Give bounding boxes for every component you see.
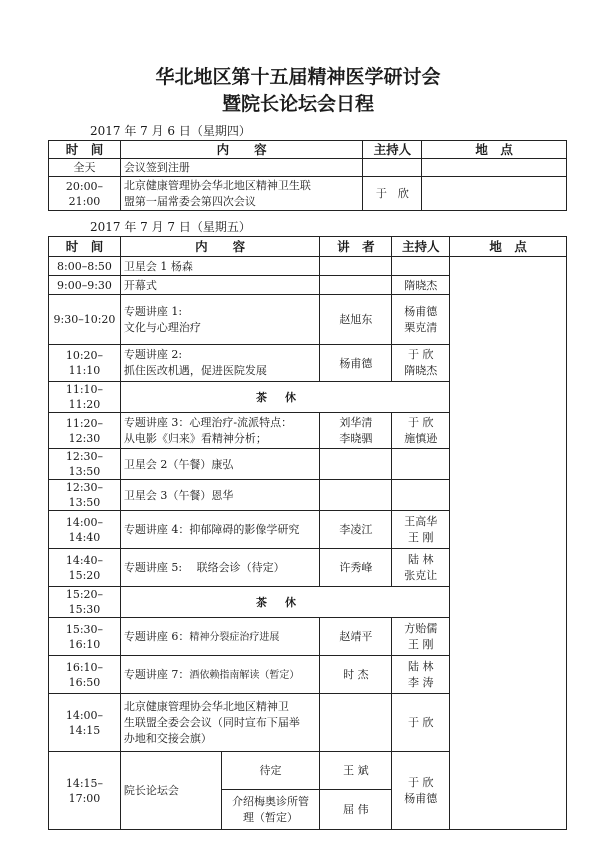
content-line: 办地和交接会旗）: [123, 731, 212, 745]
forum-topic-cell: [221, 790, 320, 830]
speaker-cell: 许秀峰: [320, 549, 392, 587]
table-header-row: [49, 141, 567, 159]
content-cell: [120, 618, 320, 656]
table-row: [49, 159, 567, 177]
table-row: [49, 257, 567, 276]
host-cell: 隋晓杰: [392, 276, 450, 295]
content-line: 生联盟全委会会议（同时宣布下届举: [123, 715, 300, 729]
speaker-cell: 时 杰: [320, 656, 392, 694]
host-cell: [392, 413, 450, 449]
content-line: 北京健康管理协会华北地区精神卫: [123, 699, 289, 713]
time-cell: 15:30–16:10: [49, 618, 121, 656]
time-cell: 10:20–11:10: [49, 345, 121, 382]
speaker-cell: 赵靖平: [320, 618, 392, 656]
table-header-row: [49, 237, 567, 257]
content-cell: 开幕式: [120, 276, 320, 295]
host-line: 陆 林: [408, 659, 434, 673]
speaker-cell: [320, 276, 392, 295]
time-cell: 9:00–9:30: [49, 276, 121, 295]
content-cell: [120, 177, 362, 211]
speaker-cell: 屈 伟: [320, 790, 392, 830]
host-cell: [392, 295, 450, 345]
host-cell: [392, 480, 450, 511]
time-cell: 15:20–15:30: [49, 587, 121, 618]
time-cell: 9:30–10:20: [49, 295, 121, 345]
header-speaker: 讲 者: [320, 237, 392, 257]
host-line: 张克让: [404, 568, 438, 582]
content-cell: 卫星会 2（午餐）康弘: [120, 449, 320, 480]
content-line: 从电影《归来》看精神分析；: [123, 431, 267, 445]
content-cell: 会议签到注册: [120, 159, 362, 177]
content-line: 北京健康管理协会华北地区精神卫生联: [123, 178, 311, 192]
host-cell: [392, 257, 450, 276]
host-cell: [392, 345, 450, 382]
time-cell: 全天: [49, 159, 121, 177]
time-cell: 14:40–15:20: [49, 549, 121, 587]
lecture-topic: 精神分裂症治疗进展: [189, 631, 280, 643]
topic-line: 介绍梅奥诊所管: [232, 794, 310, 808]
speaker-cell: [320, 480, 392, 511]
content-cell: 院长论坛会: [120, 752, 221, 830]
time-cell: 20:00–21:00: [49, 177, 121, 211]
speaker-line: 李晓驷: [339, 431, 373, 445]
content-line: 专题讲座 2:: [123, 348, 183, 361]
host-line: 杨甫德: [404, 791, 438, 805]
content-cell: [120, 413, 320, 449]
host-line: 于 欣: [408, 775, 434, 789]
speaker-cell: 赵旭东: [320, 295, 392, 345]
time-cell: 14:15–17:00: [49, 752, 121, 830]
content-cell: [120, 694, 320, 752]
day2-schedule-table: [48, 236, 567, 830]
day1-schedule-table: [48, 140, 567, 211]
speaker-cell: 李凌江: [320, 511, 392, 549]
host-cell: 于 欣: [363, 177, 422, 211]
content-line: 专题讲座 1:: [123, 304, 183, 318]
topic-line: 理（暂定）: [243, 810, 299, 824]
host-cell: [392, 549, 450, 587]
host-cell: 于 欣: [392, 694, 450, 752]
speaker-cell: [320, 257, 392, 276]
tea-break-cell: 茶休: [120, 382, 449, 413]
time-cell: 12:30–13:50: [49, 480, 121, 511]
time-cell: 14:00–14:40: [49, 511, 121, 549]
header-place: 地 点: [450, 237, 567, 257]
place-cell: [422, 159, 567, 177]
content-cell: [120, 295, 320, 345]
content-cell: 卫星会 1 杨森: [120, 257, 320, 276]
header-host: 主持人: [392, 237, 450, 257]
host-line: 王 刚: [408, 637, 434, 651]
speaker-line: 刘华清: [339, 415, 373, 429]
header-content: 内 容: [120, 237, 320, 257]
host-cell: [363, 159, 422, 177]
time-cell: 14:00–14:15: [49, 694, 121, 752]
content-cell: 卫星会 3（午餐）恩华: [120, 480, 320, 511]
content-line: 专题讲座 3：心理治疗-流派特点：: [123, 415, 293, 429]
time-cell: 12:30–13:50: [49, 449, 121, 480]
host-line: 于 欣: [408, 348, 434, 361]
host-line: 李 涛: [408, 675, 434, 689]
speaker-cell: 杨甫德: [320, 345, 392, 382]
header-place: 地 点: [422, 141, 567, 159]
page-title: 华北地区第十五届精神医学研讨会: [155, 66, 441, 88]
place-cell: [422, 177, 567, 211]
host-line: 陆 林: [408, 552, 434, 566]
host-cell: [392, 449, 450, 480]
speaker-cell: 王 斌: [320, 752, 392, 790]
page-subtitle: 暨院长论坛会日程: [221, 93, 374, 115]
header-host: 主持人: [363, 141, 422, 159]
host-line: 施慎逊: [404, 431, 438, 445]
host-line: 杨甫德: [404, 304, 438, 318]
time-cell: 8:00–8:50: [49, 257, 121, 276]
host-line: 于 欣: [408, 415, 434, 429]
host-line: 栗克清: [404, 320, 438, 334]
host-cell: [392, 752, 450, 830]
content-line: 盟第一届常委会第四次会议: [123, 194, 256, 208]
speaker-cell: [320, 413, 392, 449]
forum-topic-cell: 待定: [221, 752, 320, 790]
table-row: [49, 177, 567, 211]
host-line: 方贻儒: [404, 621, 438, 635]
tea-break-cell: 茶休: [120, 587, 449, 618]
day2-date: 2017 年 7 月 7 日（星期五）: [90, 220, 251, 234]
content-line: 文化与心理治疗: [123, 320, 201, 334]
content-cell: 专题讲座 4：抑郁障碍的影像学研究: [120, 511, 320, 549]
content-cell: [120, 656, 320, 694]
content-cell: [120, 345, 320, 382]
place-cell: [450, 257, 567, 830]
header-time: 时 间: [49, 237, 121, 257]
header-time: 时 间: [49, 141, 121, 159]
header-content: 内 容: [120, 141, 362, 159]
day1-date: 2017 年 7 月 6 日（星期四）: [90, 124, 251, 138]
content-cell: 专题讲座 5: 联络会诊（待定）: [120, 549, 320, 587]
time-cell: 16:10–16:50: [49, 656, 121, 694]
host-cell: [392, 511, 450, 549]
host-line: 王高华: [404, 514, 438, 528]
host-cell: [392, 618, 450, 656]
lecture-label: 专题讲座 7：: [123, 667, 190, 681]
host-line: 隋晓杰: [404, 364, 438, 377]
content-line: 抓住医改机遇，促进医院发展: [123, 364, 267, 377]
time-cell: 11:10–11:20: [49, 382, 121, 413]
host-cell: [392, 656, 450, 694]
speaker-cell: [320, 694, 392, 752]
speaker-cell: [320, 449, 392, 480]
time-cell: 11:20–12:30: [49, 413, 121, 449]
lecture-label: 专题讲座 6：: [123, 629, 190, 643]
lecture-topic: 酒依赖指南解读（暂定）: [189, 669, 300, 681]
host-line: 王 刚: [408, 530, 434, 544]
